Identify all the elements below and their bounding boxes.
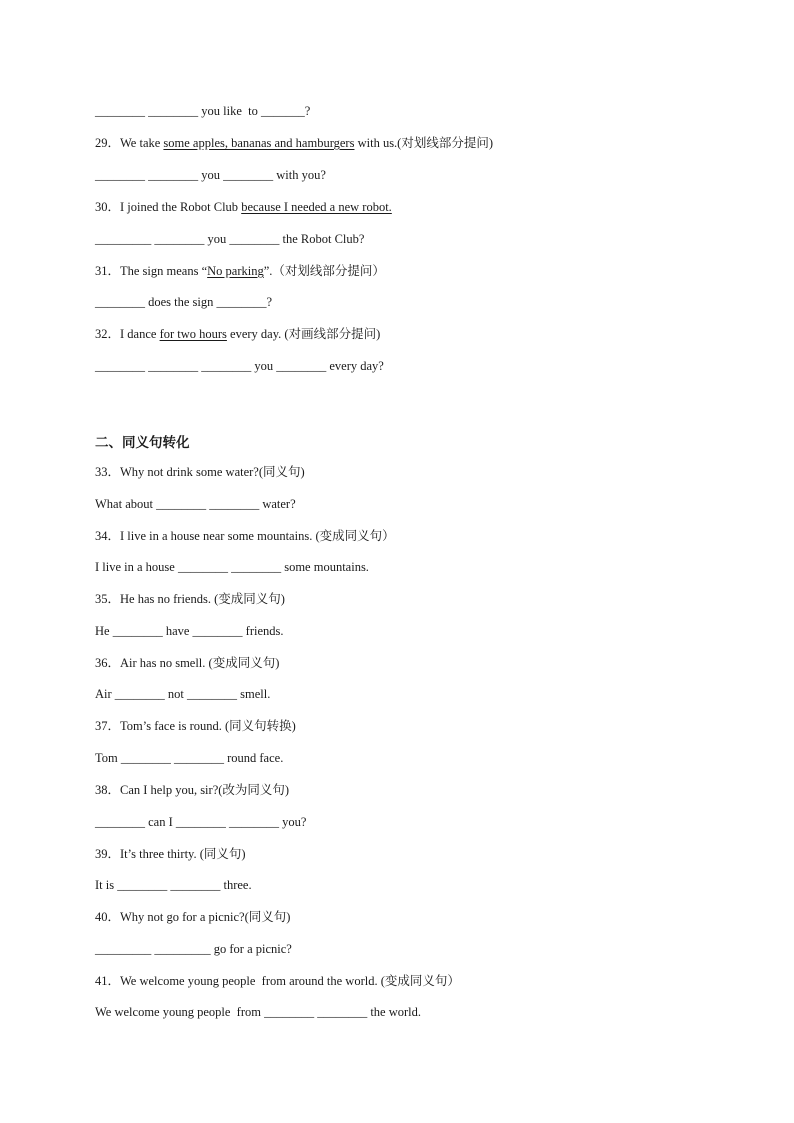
section-heading: 二、同义句转化 [95, 435, 190, 451]
q33-question: 33．Why not drink some water?(同义句) [95, 465, 305, 479]
q31-question [95, 263, 385, 279]
q31-answer-line: ________ does the sign ________? [95, 295, 273, 309]
q32-suffix: every day. (对画线部分提问) [226, 327, 381, 341]
q34-question: 34．I live in a house near some mountains. (变成同义句） [95, 529, 395, 543]
q30-question [95, 199, 392, 215]
q29-question [95, 135, 493, 151]
q37-answer-line: Tom ________ ________ round face. [95, 751, 284, 765]
q30-underlined: because I needed a new robot. [241, 200, 392, 214]
q30-prefix: 30．I joined the Robot Club [95, 200, 242, 214]
q29-prefix: 29．We take [95, 136, 164, 150]
q28-answer-line: ________ ________ you like to _______? [95, 104, 311, 118]
q29-answer-line: ________ ________ you ________ with you? [95, 168, 326, 182]
q32-answer-line: ________ ________ ________ you ________ every day? [95, 359, 384, 373]
q33-answer-line: What about ________ ________ water? [95, 497, 296, 511]
q39-answer-line: It is ________ ________ three. [95, 878, 252, 892]
q32-prefix: 32．I dance [95, 327, 160, 341]
q36-question: 36．Air has no smell. (变成同义句) [95, 656, 280, 670]
q41-answer-line: We welcome young people from ________ ________ the world. [95, 1005, 422, 1019]
q32-underlined: for two hours [159, 327, 227, 341]
q40-answer-line: _________ _________ go for a picnic? [95, 942, 292, 956]
q35-question: 35．He has no friends. (变成同义句) [95, 592, 285, 606]
q39-question: 39．It’s three thirty. (同义句) [95, 847, 246, 861]
q35-answer-line: He ________ have ________ friends. [95, 624, 284, 638]
q40-question: 40．Why not go for a picnic?(同义句) [95, 910, 291, 924]
q34-answer-line: I live in a house ________ ________ some mountains. [95, 560, 369, 574]
q30-answer-line: _________ ________ you ________ the Robot Club? [95, 232, 365, 246]
q38-answer-line: ________ can I ________ ________ you? [95, 815, 307, 829]
q31-suffix: ”.（对划线部分提问） [263, 264, 385, 278]
q37-question: 37．Tom’s face is round. (同义句转换) [95, 719, 296, 733]
q38-question: 38．Can I help you, sir?(改为同义句) [95, 783, 290, 797]
q36-answer-line: Air ________ not ________ smell. [95, 687, 271, 701]
q31-prefix: 31．The sign means “ [95, 264, 208, 278]
q29-suffix: with us.(对划线部分提问) [354, 136, 494, 150]
q29-underlined: some apples, bananas and hamburgers [163, 136, 355, 150]
q31-underlined: No parking [207, 264, 264, 278]
q32-question [95, 326, 380, 342]
q41-question: 41．We welcome young people from around the world. (变成同义句） [95, 974, 460, 988]
